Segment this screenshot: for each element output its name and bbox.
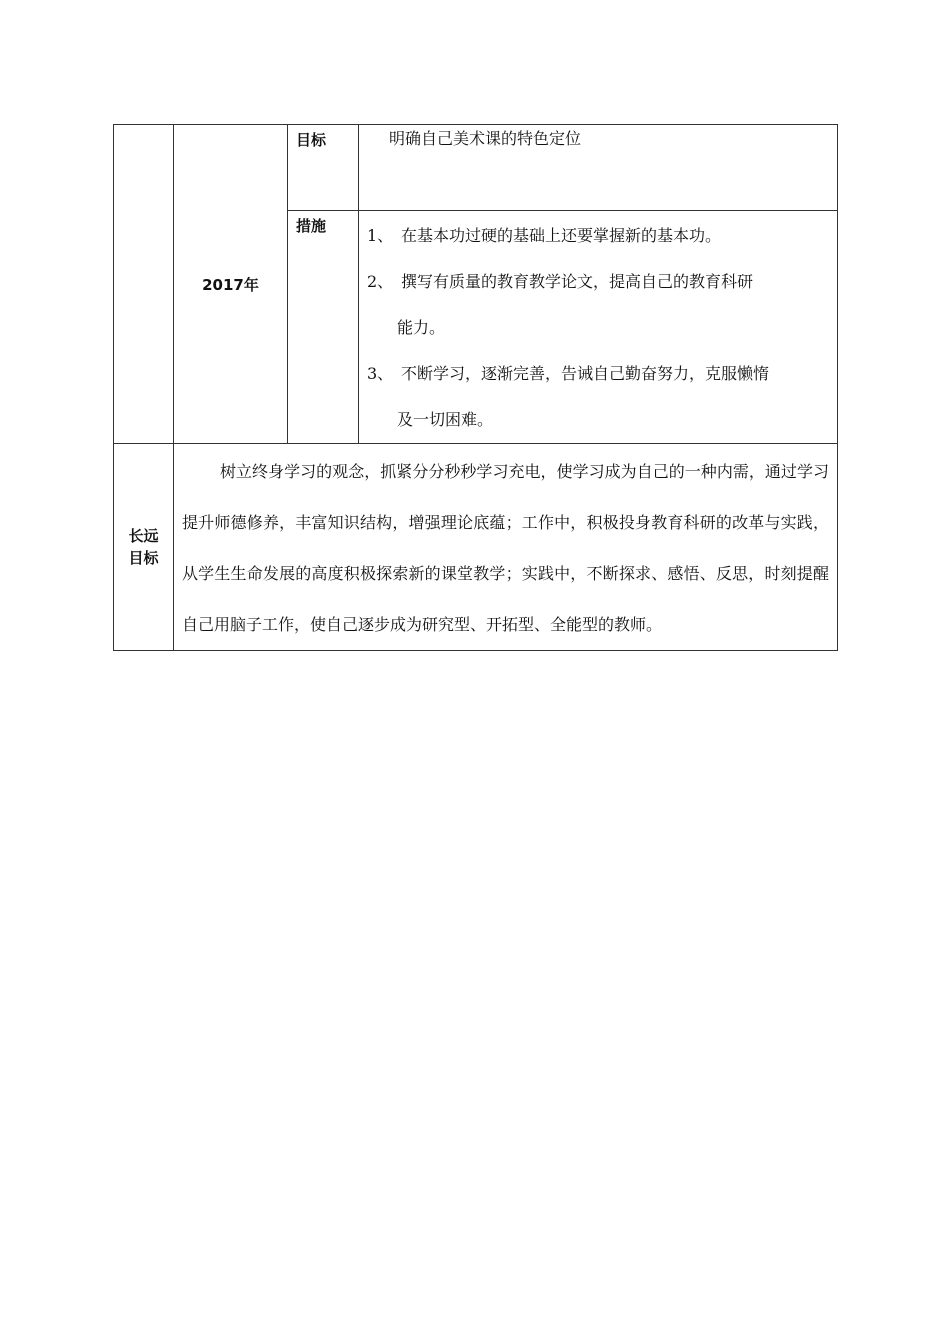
measure-number: 2、: [367, 272, 394, 291]
measure-item: [367, 351, 831, 443]
measure-text-continued: 及一切困难。: [397, 410, 494, 429]
measures-list: [359, 211, 838, 444]
goal-label: 目标: [296, 131, 327, 149]
long-term-text: 树立终身学习的观念，抓紧分分秒秒学习充电，使学习成为自己的一种内需，通过学习提升师德修养，丰富知识结构，增强理论底蕴；工作中，积极投身教育科研的改革与实践，从学生生命发展的高度积极探索新的课堂教学；实践中，不断探求、感悟、反思，时刻提醒自己用脑子工作，使自己逐步成为研究型、开拓型、全能型的教师。: [182, 462, 829, 634]
measure-item: [367, 213, 831, 259]
measure-text-continued: 能力。: [397, 318, 446, 337]
blank-left-cell: [114, 125, 174, 444]
measure-number: 3、: [367, 364, 394, 383]
long-term-label-line2: 目标: [128, 549, 159, 567]
measure-item: [367, 259, 831, 351]
long-term-label-cell: [114, 444, 174, 651]
plan-table: [113, 124, 838, 651]
year-cell: [174, 125, 288, 444]
long-term-text-cell: [174, 444, 838, 651]
goal-label-cell: [288, 125, 359, 211]
measures-label: 措施: [296, 217, 327, 235]
long-term-row: [114, 444, 838, 651]
measures-label-cell: [288, 211, 359, 444]
goal-text: 明确自己美术课的特色定位: [389, 129, 582, 148]
measure-number: 1、: [367, 226, 394, 245]
goal-row: [114, 125, 838, 211]
long-term-label-line1: 长远: [128, 527, 159, 545]
year-label: 2017年: [202, 275, 259, 294]
measure-text: 不断学习，逐渐完善，告诫自己勤奋努力，克服懒惰: [401, 364, 770, 383]
measure-text: 在基本功过硬的基础上还要掌握新的基本功。: [401, 226, 722, 245]
goal-text-cell: [359, 125, 838, 211]
measure-text: 撰写有质量的教育教学论文，提高自己的教育科研: [401, 272, 754, 291]
